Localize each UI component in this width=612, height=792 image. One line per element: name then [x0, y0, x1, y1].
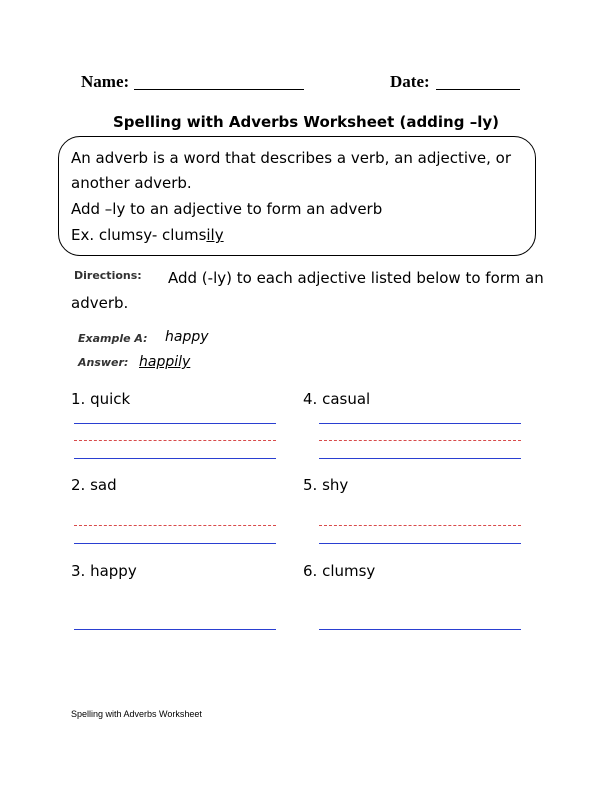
answer-line-top[interactable] — [319, 423, 521, 424]
item-label: 5. shy — [303, 476, 349, 494]
answer-line-mid — [74, 440, 276, 441]
definition-line-1: An adverb is a word that describes a verb, an adjective, or — [71, 149, 512, 167]
date-label: Date: — [390, 72, 430, 91]
name-blank-line[interactable] — [134, 89, 304, 90]
answer-line-base[interactable] — [319, 543, 521, 544]
item-label: 4. casual — [303, 390, 371, 408]
definition-line-3: Add –ly to an adjective to form an adverb — [71, 200, 383, 218]
answer-line-mid — [319, 440, 521, 441]
item-label: 6. clumsy — [303, 562, 376, 580]
item-label: 1. quick — [71, 390, 131, 408]
name-label: Name: — [81, 72, 130, 91]
answer-line-top[interactable] — [74, 423, 276, 424]
answer-line-base[interactable] — [319, 629, 521, 630]
answer-line-mid — [74, 525, 276, 526]
answer-line-base[interactable] — [74, 543, 276, 544]
worksheet-title: Spelling with Adverbs Worksheet (adding –ly) — [113, 113, 499, 131]
example-answer: happily — [139, 354, 191, 370]
example-label: Example A: — [78, 332, 148, 345]
directions-text-line-1: Add (-ly) to each adjective listed below to form an — [168, 269, 544, 287]
answer-line-base[interactable] — [74, 458, 276, 459]
answer-label: Answer: — [78, 356, 129, 369]
date-blank-line[interactable] — [436, 89, 520, 90]
directions-text-line-2: adverb. — [71, 294, 129, 312]
definition-example — [71, 226, 224, 244]
answer-line-mid — [319, 525, 521, 526]
example-prefix: Ex. clumsy- clums — [71, 226, 207, 244]
answer-line-base[interactable] — [74, 629, 276, 630]
definition-line-2: another adverb. — [71, 174, 192, 192]
item-label: 3. happy — [71, 562, 137, 580]
footer-text: Spelling with Adverbs Worksheet — [71, 709, 202, 719]
item-label: 2. sad — [71, 476, 117, 494]
answer-line-base[interactable] — [319, 458, 521, 459]
directions-label: Directions: — [74, 269, 142, 282]
example-word: happy — [165, 329, 209, 345]
example-suffix: ily — [206, 226, 224, 244]
